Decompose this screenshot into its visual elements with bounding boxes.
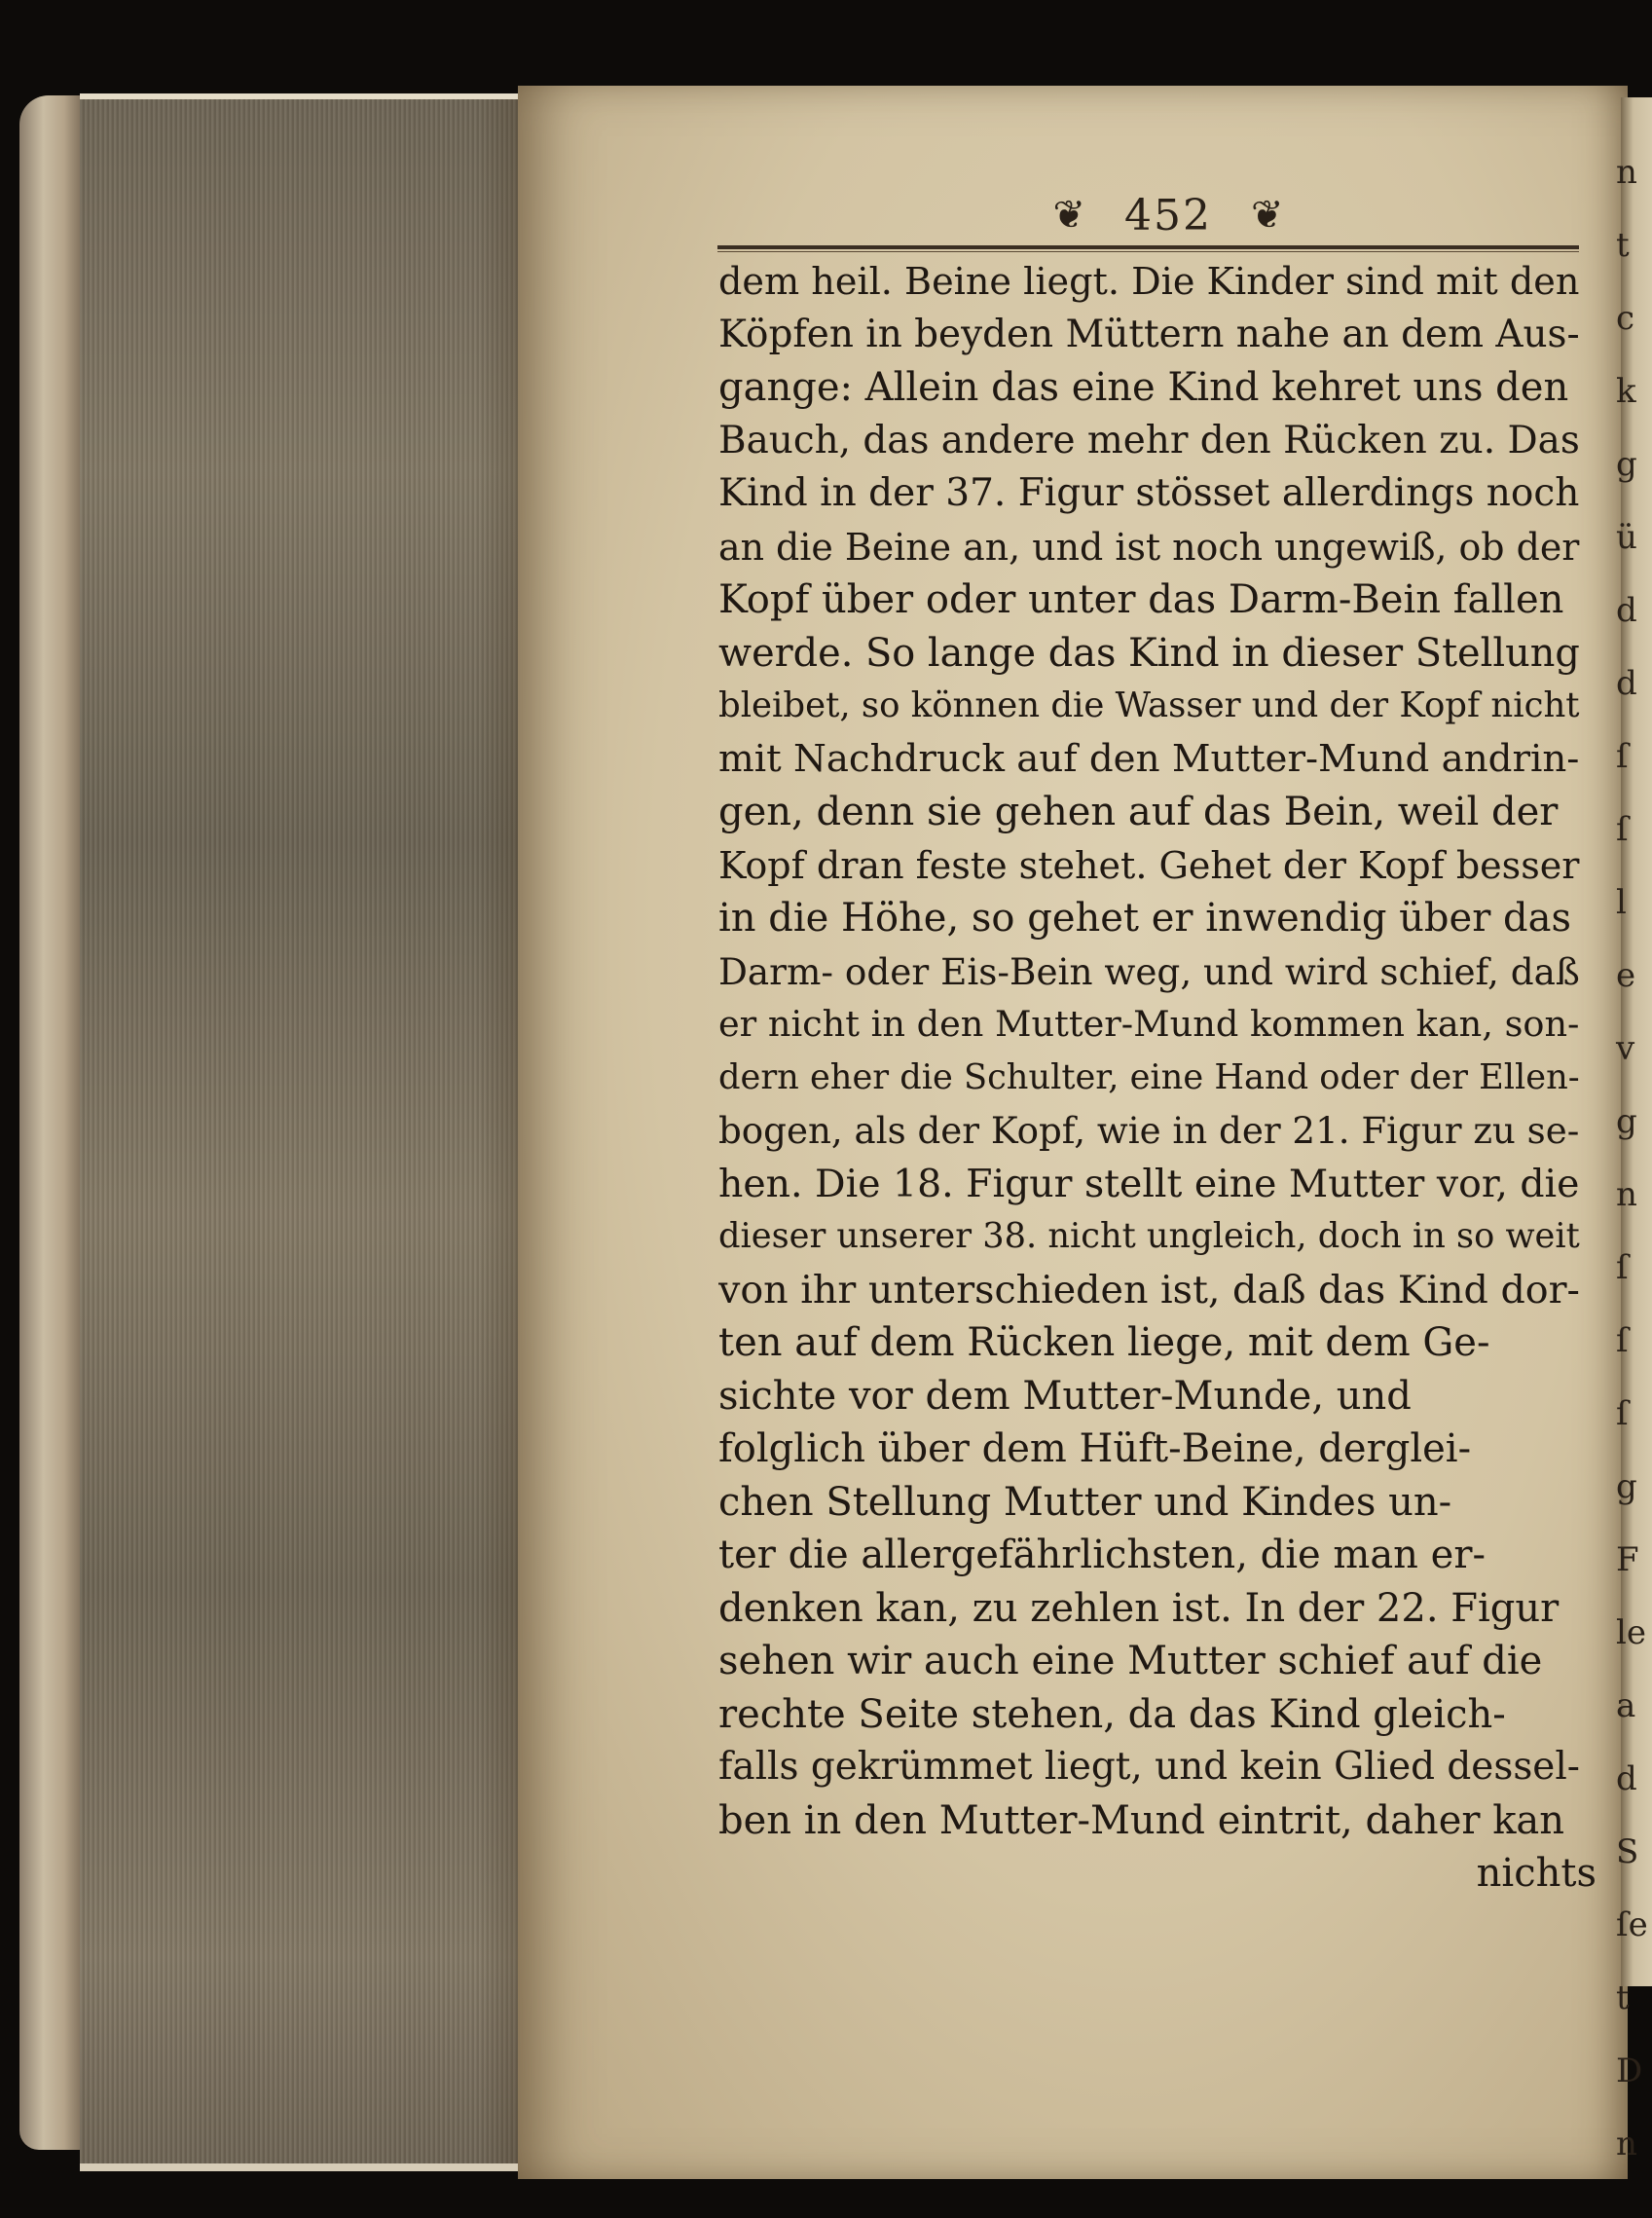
facing-fragment: l [1616,883,1627,922]
facing-fragment: ſ [1616,737,1629,776]
page-block-fore-edge [80,93,537,2171]
text-line: Köpfen in beyden Müttern nahe an dem Aus- [718,312,1580,356]
text-line: an die Beine an, und ist noch ungewiß, ob der [718,525,1580,569]
text-line: Darm- oder Eis-Bein weg, und wird schief, daß [718,949,1580,993]
facing-fragment: e [1616,956,1636,995]
facing-fragment: d [1616,664,1637,703]
text-line: Kopf dran feste stehet. Gehet der Kopf besser [718,843,1580,887]
text-line: hen. Die 18. Figur stellt eine Mutter vor, die [718,1161,1580,1206]
facing-fragment: n [1616,153,1637,192]
text-line: denken kan, zu zehlen ist. In der 22. Figur [718,1585,1560,1631]
text-line: ter die allergefährlichsten, die man er- [718,1533,1486,1577]
text-line: Kind in der 37. Figur stösset allerdings noch [718,471,1580,515]
text-line: Bauch, das andere mehr den Rücken zu. Das [718,418,1580,462]
facing-fragment: c [1616,299,1635,338]
header-rule [717,245,1579,249]
page-header [1012,181,1324,249]
facing-fragment: ſ [1616,1321,1629,1360]
text-line: ben in den Mutter-Mund eintrit, daher kan [718,1797,1565,1843]
body-text [718,255,1595,1901]
book-cover-edge [19,95,88,2150]
facing-fragment: t [1616,1978,1630,2017]
facing-fragment: a [1616,1686,1636,1725]
text-line: von ihr unterschieden ist, daß das Kind dor- [718,1267,1580,1312]
text-line: er nicht in den Mutter-Mund kommen kan, son- [718,1003,1580,1045]
facing-fragment: n [1616,1175,1637,1214]
text-line: werde. So lange das Kind in dieser Stellung [718,630,1580,676]
catchword: nichts [1476,1851,1597,1896]
facing-fragment: ſ [1616,1248,1629,1287]
text-line: sichte vor dem Mutter-Munde, und [718,1373,1412,1419]
header-rule-thin [717,251,1579,252]
text-line: bogen, als der Kopf, wie in der 21. Figur zu se- [718,1109,1580,1152]
facing-fragment: ſ [1616,810,1629,849]
text-line: bleibet, so können die Wasser und der Kopf nicht [718,685,1580,725]
facing-fragment: d [1616,1759,1637,1798]
text-line: falls gekrümmet liegt, und kein Glied dessel- [718,1745,1580,1789]
right-ornament-icon: ❦ [1250,193,1284,238]
facing-fragment: n [1616,2125,1637,2163]
facing-fragment: ü [1616,518,1637,557]
text-line: dern eher die Schulter, eine Hand oder der Ellen- [718,1056,1580,1097]
left-ornament-icon: ❦ [1052,193,1085,238]
facing-fragment: ſe [1616,1905,1648,1944]
text-line: dieser unserer 38. nicht ungleich, doch in so weit [718,1216,1580,1256]
facing-fragment: F [1616,1540,1639,1579]
facing-fragment: le [1616,1613,1646,1652]
facing-fragment: ſ [1616,1394,1629,1433]
facing-page-text [1616,136,1648,2181]
text-line: in die Höhe, so gehet er inwendig über das [718,896,1572,941]
facing-fragment: g [1616,1467,1637,1506]
facing-fragment: g [1616,445,1637,484]
text-line: folglich über dem Hüft-Beine, derglei- [718,1426,1472,1471]
text-line: sehen wir auch eine Mutter schief auf die [718,1639,1543,1683]
facing-fragment: v [1616,1029,1635,1068]
facing-fragment: k [1616,372,1636,411]
text-line: gen, denn sie gehen auf das Bein, weil der [718,790,1559,834]
facing-fragment: S [1616,1832,1639,1871]
facing-fragment: D [1616,2052,1643,2090]
text-line: mit Nachdruck auf den Mutter-Mund andrin- [718,736,1580,781]
text-line: chen Stellung Mutter und Kindes un- [718,1479,1452,1525]
text-line: Kopf über oder unter das Darm-Bein fallen [718,577,1564,622]
text-line: rechte Seite stehen, da das Kind gleich- [718,1691,1506,1737]
text-line: ten auf dem Rücken liege, mit dem Ge- [718,1320,1490,1365]
text-line: gange: Allein das eine Kind kehret uns den [718,365,1569,410]
page-number: 452 [1124,190,1212,240]
text-line: dem heil. Beine liegt. Die Kinder sind mit den [718,260,1580,303]
facing-fragment: t [1616,226,1630,265]
facing-fragment: d [1616,591,1637,630]
facing-fragment: g [1616,1102,1637,1141]
